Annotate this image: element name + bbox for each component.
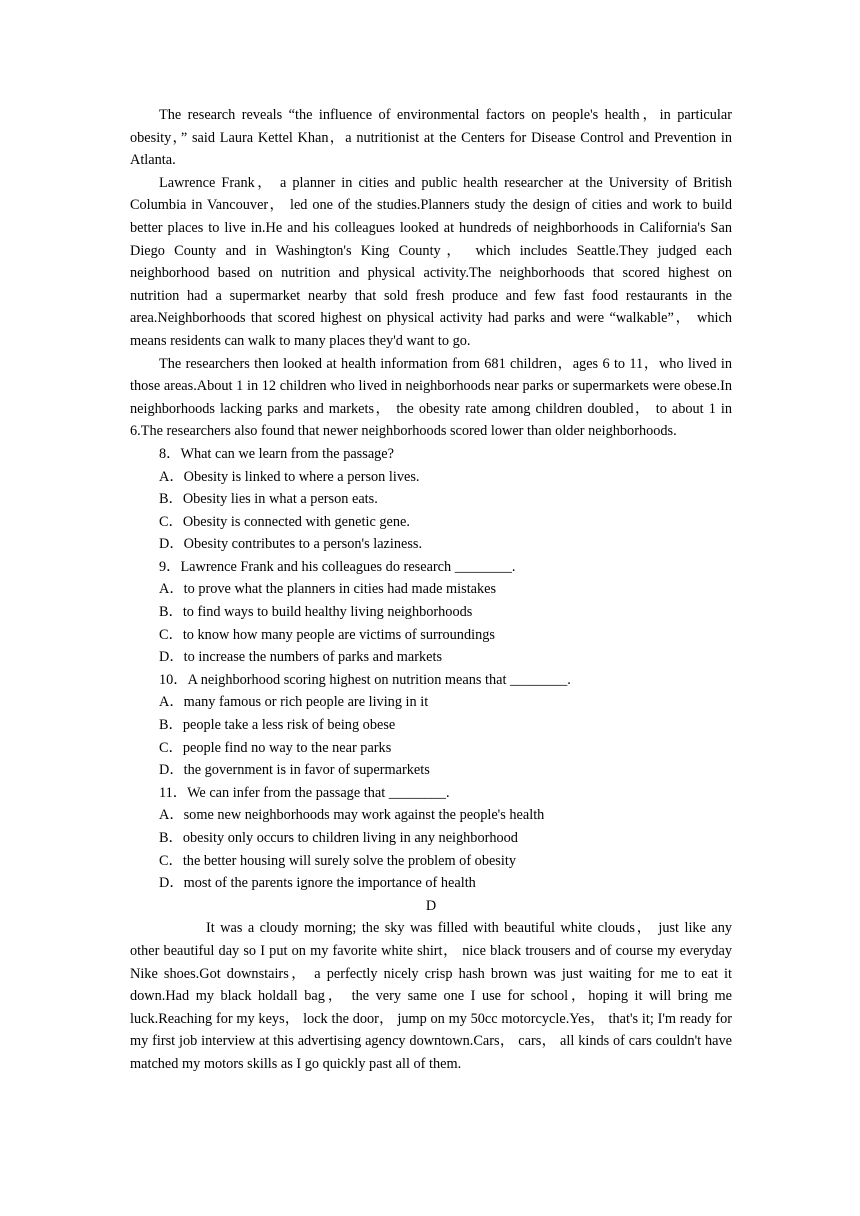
question-8 <box>130 443 732 556</box>
option-a: A．to prove what the planners in cities had made mistakes <box>159 581 497 598</box>
section-heading-d: D <box>425 897 437 914</box>
option-b: B．obesity only occurs to children living in any neighborhood <box>159 830 518 846</box>
option-a: A．some new neighborhoods may work against the people's health <box>159 807 545 824</box>
option-a: A．Obesity is linked to where a person lives. <box>159 468 420 485</box>
document-page <box>130 104 732 1076</box>
option-b: B．people take a less risk of being obese <box>159 717 396 734</box>
passage-c-paragraph-2: Lawrence Frank， a planner in cities and public health researcher at the University of British Columbia in Vancouver， led one of the studies.Planners study the design of cities and work to build better places to live in.He and his colleagues looked at hundreds of neighborhoods in California's San Diego County and in Washington's King County， which includes Seattle.They judged each neighborhood based on nutrition and physical activity.The neighborhoods that scored highest on nutrition had a supermarket nearby that sold fresh produce and few fast food restaurants in the area.Neighborhoods that scored highest on physical activity had parks and were “walkable”， which means residents can walk to many places they'd want to go. <box>130 174 732 349</box>
option-c: C．people find no way to the near parks <box>159 739 392 756</box>
option-d: D．Obesity contributes to a person's laziness. <box>159 536 423 553</box>
question-stem: 9．Lawrence Frank and his colleagues do research ________. <box>159 558 516 575</box>
option-d: D．the government is in favor of supermarkets <box>159 762 430 779</box>
option-c: C．the better housing will surely solve the problem of obesity <box>159 852 516 869</box>
option-b: B．Obesity lies in what a person eats. <box>159 491 378 508</box>
passage-c-paragraph-3: The researchers then looked at health information from 681 children，ages 6 to 11，who lived in those areas.About 1 in 12 children who lived in neighborhoods near parks or supermarkets were obese.In neighborhoods lacking parks and markets， the obesity rate among children doubled， to about 1 in 6.The researchers also found that newer neighborhoods scored lower than older neighborhoods. <box>130 355 732 440</box>
option-d: D．most of the parents ignore the importance of health <box>159 875 476 892</box>
question-stem: 10．A neighborhood scoring highest on nutrition means that ________. <box>159 671 571 688</box>
passage-c-paragraph-1: The research reveals “the influence of environmental factors on people's health，in particular obesity，” said Laura Kettel Khan，a nutritionist at the Centers for Disease Control and Prevention in Atlanta. <box>130 107 732 169</box>
question-9 <box>130 556 732 669</box>
question-stem: 8．What can we learn from the passage? <box>159 445 394 462</box>
option-d: D．to increase the numbers of parks and markets <box>159 649 443 666</box>
question-10 <box>130 669 732 782</box>
question-stem: 11．We can infer from the passage that ________. <box>159 784 450 801</box>
question-11 <box>130 782 732 895</box>
option-b: B．to find ways to build healthy living neighborhoods <box>159 604 473 621</box>
option-a: A．many famous or rich people are living in it <box>159 694 429 711</box>
option-c: C．to know how many people are victims of surroundings <box>159 626 495 643</box>
option-c: C．Obesity is connected with genetic gene. <box>159 513 410 530</box>
passage-d-paragraph: It was a cloudy morning; the sky was filled with beautiful white clouds， just like any other beautiful day so I put on my favorite white shirt， nice black trousers and of course my everyday Nike shoes.Got downstairs， a perfectly nicely crisp hash brown was just waiting for me to eat it down.Had my black holdall bag， the very same one I use for school，hoping it will bring me luck.Reaching for my keys， lock the door， jump on my 50cc motorcycle.Yes， that's it; I'm ready for my first job interview at this advertising agency downtown.Cars， cars， all kinds of cars couldn't have matched my motors skills as I go quickly past all of them. <box>130 920 732 1072</box>
